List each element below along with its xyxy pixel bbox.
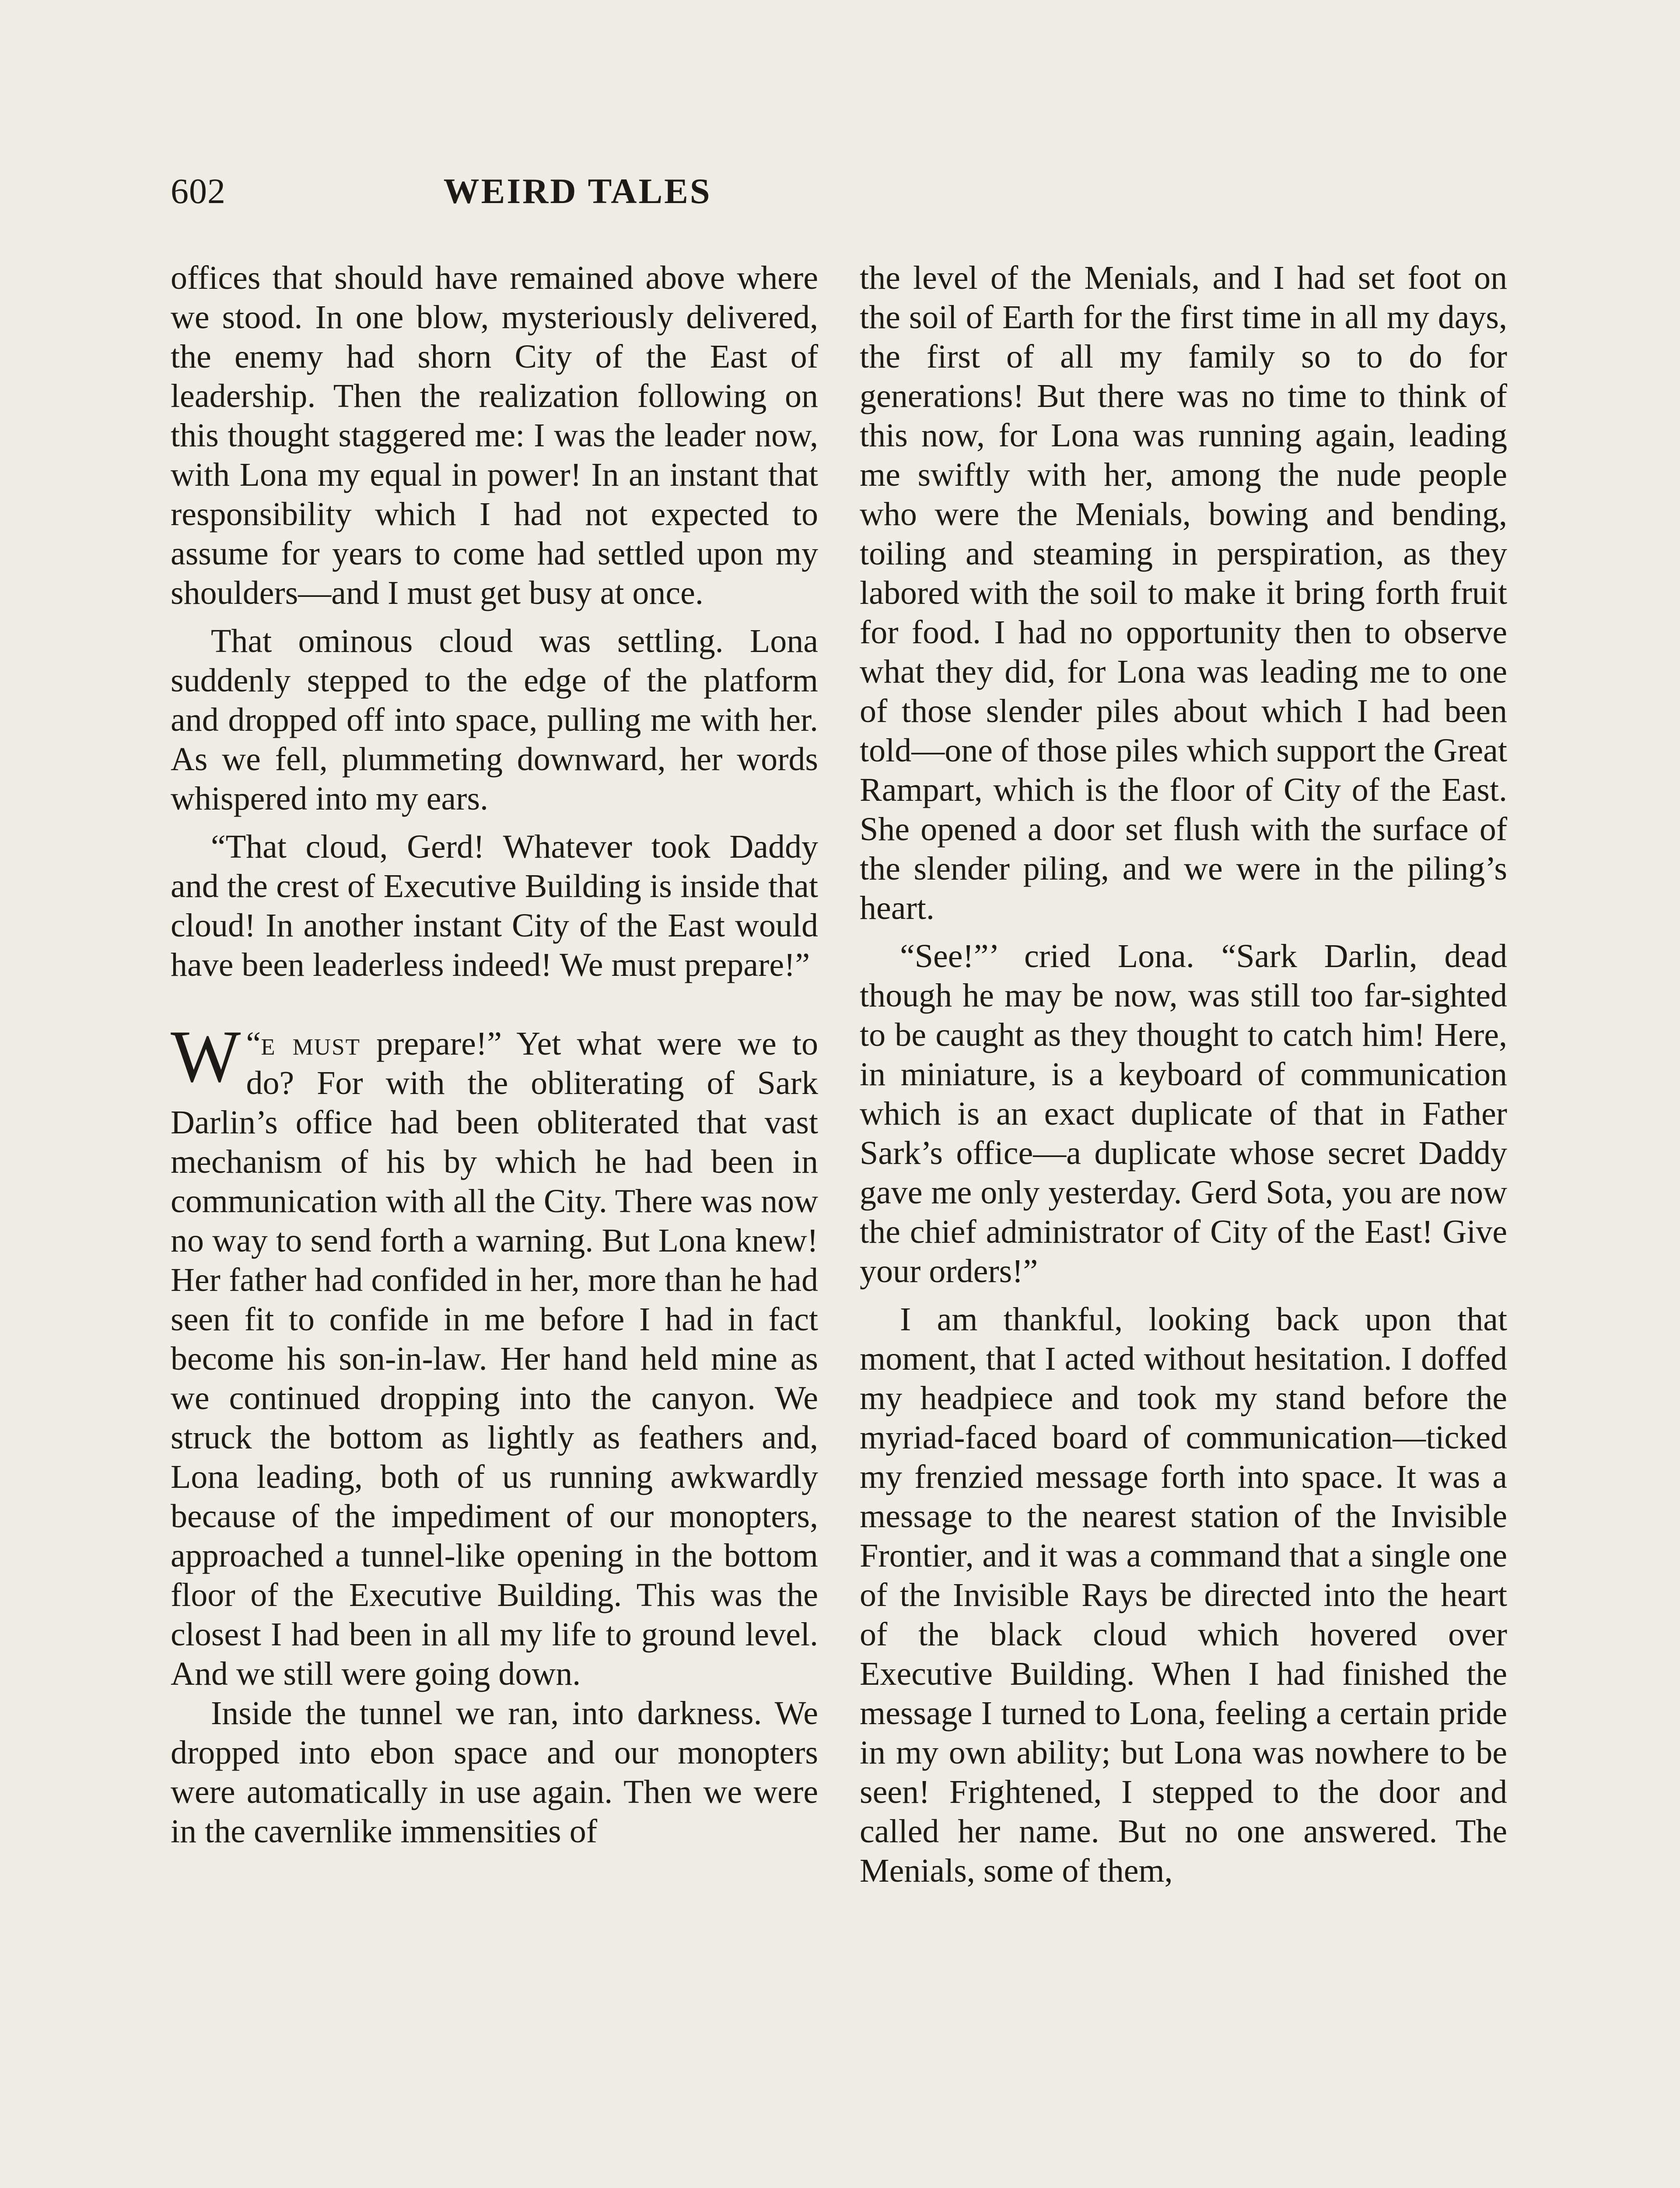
paragraph: “That cloud, Gerd! Whatever took Daddy and the crest of Executive Building is inside that cloud! In another instant City of the East would have been leaderless indeed! We must prepare!” — [171, 828, 818, 983]
paragraph: offices that should have remained above where we stood. In one blow, mysteriously delivered, the enemy had shorn City of the East of leadership. Then the realization following on this thought staggered me: I was the leader now, with Lona my equal in power! In an instant that responsibility which I had not expected to assume for years to come had settled upon my shoulders—and I must get busy at once. — [171, 259, 818, 611]
section-opening-paragraph — [171, 1015, 818, 1694]
paragraph-text: prepare!” Yet what were we to do? For with the obliterating of Sark Darlin’s office had been obliterated that vast mechanism of his by which he had been in communication with all the City. There was now no way to send forth a warning. But Lona knew! Her father had confided in her, more than he had seen fit to confide in me before I had in fact become his son-in-law. Her hand held mine as we continued dropping into the canyon. We struck the bottom as lightly as feathers and, Lona leading, both of us running awkwardly because of the impediment of our monopters, approached a tunnel-like opening in the bottom floor of the Executive Building. This was the closest I had been in all my life to ground level. And we still were going down. — [171, 1025, 818, 1692]
drop-cap: W — [171, 1015, 241, 1098]
right-column — [860, 258, 1507, 1890]
paragraph: That ominous cloud was settling. Lona suddenly stepped to the edge of the platform and dropped off into space, pulling me with her. As we fell, plummeting downward, her words whispered into my ears. — [171, 623, 818, 817]
page-header — [171, 167, 984, 215]
paragraph: I am thankful, looking back upon that moment, that I acted without hesitation. I doffed my headpiece and took my stand before the myriad-faced board of communication—ticked my frenzied message forth into space. It was a message to the nearest station of the Invisible Frontier, and it was a command that a single one of the Invisible Rays be directed into the heart of the black cloud which hovered over Executive Building. When I had finished the message I turned to Lona, feeling a certain pride in my own ability; but Lona was nowhere to be seen! Frightened, I stepped to the door and called her name. But no one answered. The Menials, some of them, — [860, 1301, 1507, 1889]
left-column — [171, 258, 818, 1851]
running-title: WEIRD TALES — [443, 171, 712, 211]
opening-quote: “ — [246, 1025, 261, 1062]
paragraph: “See!”’ cried Lona. “Sark Darlin, dead though he may be now, was still too far-sighted to be caught as they thought to catch him! Here, in miniature, is a keyboard of communication which is an exact duplicate of that in Father Sark’s office—a duplicate whose secret Daddy gave me only yesterday. Gerd Sota, you are now the chief administrator of City of the East! Give your orders!” — [860, 938, 1507, 1290]
paragraph: the level of the Menials, and I had set foot on the soil of Earth for the first time in all my days, the first of all my family so to do for generations! But there was no time to think of this now, for Lona was running again, leading me swiftly with her, among the nude people who were the Menials, bowing and bending, toiling and steaming in perspiration, as they labored with the soil to make it bring forth fruit for food. I had no opportunity then to observe what they did, for Lona was leading me to one of those slender piles about which I had been told—one of those piles which support the Great Rampart, which is the floor of City of the East. She opened a door set flush with the surface of the slender piling, and we were in the piling’s heart. — [860, 259, 1507, 926]
paragraph: Inside the tunnel we ran, into darkness. We dropped into ebon space and our monopters were automatically in use again. Then we were in the cavernlike immensities of — [171, 1695, 818, 1850]
page-number: 602 — [171, 171, 226, 211]
small-caps-lead: e must — [261, 1025, 360, 1062]
